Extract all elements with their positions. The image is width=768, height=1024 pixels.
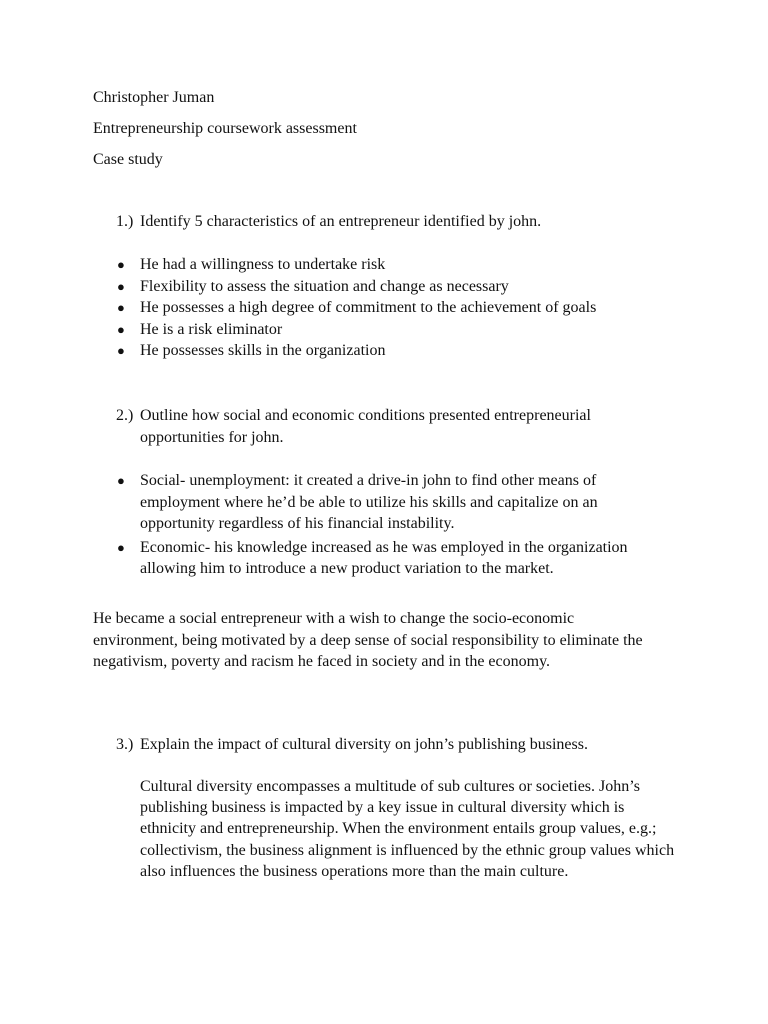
list-item-text: He is a risk eliminator xyxy=(140,320,283,338)
bullet-icon: ● xyxy=(117,343,125,358)
question-1-answer-list xyxy=(116,254,676,362)
list-item-text: He possesses skills in the organization xyxy=(140,342,386,359)
question-2-number: 2.) xyxy=(116,407,134,424)
bullet-icon: ● xyxy=(117,539,125,555)
list-item xyxy=(116,297,676,319)
document-type: Case study xyxy=(93,151,163,168)
list-item xyxy=(116,254,676,276)
question-3 xyxy=(116,734,656,756)
list-item xyxy=(116,276,676,298)
question-1-text: Identify 5 characteristics of an entrepreneur identified by john. xyxy=(140,213,542,230)
list-item-text: Flexibility to assess the situation and change as necessary xyxy=(140,277,509,295)
list-item-text: Social- unemployment: it created a drive-in john to find other means of employment where he’d be able to utilize his skills and capitalize on an opportunity regardless of his financial instability. xyxy=(140,472,598,532)
list-item xyxy=(116,470,656,535)
list-item xyxy=(116,340,676,362)
list-item xyxy=(116,537,656,580)
list-item-text: He possesses a high degree of commitment to the achievement of goals xyxy=(140,299,597,316)
question-2-answer-list xyxy=(116,470,656,580)
bullet-icon: ● xyxy=(117,278,125,294)
question-2-paragraph: He became a social entrepreneur with a wish to change the socio-economic environment, being motivated by a deep sense of social responsibility to eliminate the negativism, poverty and racism he faced in society and in the economy. xyxy=(93,610,643,670)
list-item-text: Economic- his knowledge increased as he was employed in the organization allowing him to introduce a new product variation to the market. xyxy=(140,538,628,577)
bullet-icon: ● xyxy=(117,473,125,488)
bullet-icon: ● xyxy=(117,257,125,272)
question-3-text: Explain the impact of cultural diversity on john’s publishing business. xyxy=(140,736,588,753)
course-title: Entrepreneurship coursework assessment xyxy=(93,120,357,137)
question-1 xyxy=(116,211,656,233)
question-3-paragraph: Cultural diversity encompasses a multitude of sub cultures or societies. John’s publishing business is impacted by a key issue in cultural diversity which is ethnicity and entrepreneurship. When the environment entails group values, e.g.; collectivism, the business alignment is influenced by the ethnic group values which also influences the business operations more than the main culture. xyxy=(140,778,675,880)
author-name: Christopher Juman xyxy=(93,89,215,106)
list-item xyxy=(116,319,676,341)
question-1-number: 1.) xyxy=(116,213,134,230)
bullet-icon: ● xyxy=(117,300,125,315)
bullet-icon: ● xyxy=(117,321,125,337)
list-item-text: He had a willingness to undertake risk xyxy=(140,256,386,273)
question-3-number: 3.) xyxy=(116,736,134,753)
question-2 xyxy=(116,405,656,449)
question-2-text: Outline how social and economic conditions presented entrepreneurial opportunities for john. xyxy=(140,407,591,446)
